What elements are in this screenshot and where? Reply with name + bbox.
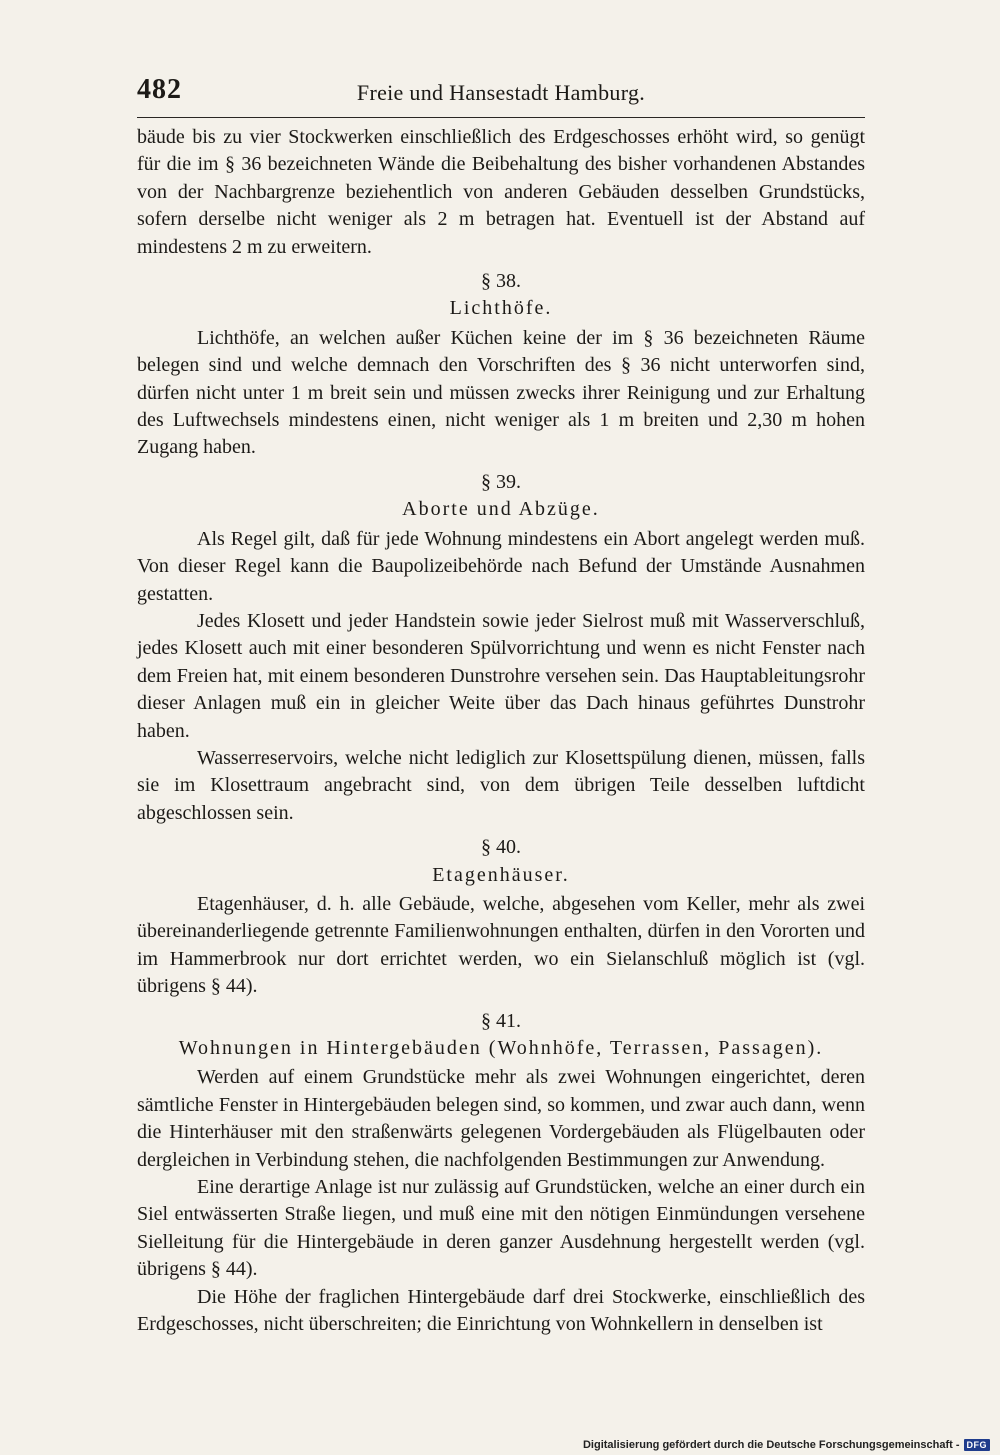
body-text [137,124,865,1338]
paragraph-continued: bäude bis zu vier Stockwerken einschließlich des Erdgeschosses erhöht wird, so genügt für die im § 36 bezeichneten Wände die Beibehaltung des bisher vorhandenen Abstandes von der Nachbargrenze beziehentlich von anderen Gebäuden desselben Grundstücks, sofern derselbe nicht weniger als 2 m betragen hat. Eventuell ist der Abstand auf mindestens 2 m zu erweitern. [137,126,865,258]
section-title-39: Aborte und Abzüge. [402,498,600,521]
paragraph-41-3: Die Höhe der fraglichen Hintergebäude darf drei Stockwerke, einschließlich des Erdgeschosses, nicht überschreiten; die Einrichtung von Wohnkellern in denselben ist [137,1285,865,1336]
section-number-40: § 40. [481,836,521,859]
section-number-41: § 41. [481,1009,521,1032]
header-rule [137,117,865,118]
paragraph-39-1: Als Regel gilt, daß für jede Wohnung mindestens ein Abort angelegt werden muß. Von dieser Regel kann die Baupolizeibehörde nach Befund der Umstände Ausnahmen gestatten. [137,527,865,605]
paragraph-39-2: Jedes Klosett und jeder Handstein sowie jeder Sielrost muß mit Wasserverschluß, jedes Klosett auch mit einer besonderen Spülvorrichtung und wenn es nicht Fenster nach dem Freien hat, mit einem besonderen Dunstrohre versehen sein. Das Hauptableitungsrohr dieser Anlagen muß ein in gleicher Weite über das Dach hinaus geführtes Dunstrohr haben. [137,609,865,742]
paragraph-38-1: Lichthöfe, an welchen außer Küchen keine der im § 36 bezeichneten Räume belegen sind und welche demnach den Vorschriften des § 36 nicht unterworfen sind, dürfen nicht unter 1 m breit sein und müssen zwecks ihrer Reinigung und zur Erhaltung des Luftwechsels mindestens einen, nicht weniger als 1 m breiten und 2,30 m hohen Zugang haben. [137,326,865,459]
paragraph-39-3: Wasserreservoirs, welche nicht lediglich zur Klosettspülung dienen, müssen, falls sie im Klosettraum angebracht sind, von dem übrigen Teile desselben luftdicht abgeschlossen sein. [137,746,865,824]
running-head: Freie und Hansestadt Hamburg. [356,80,646,105]
section-title-38: Lichthöfe. [449,297,553,320]
footer-credit-text: Digitalisierung gefördert durch die Deutsche Forschungsgemeinschaft - [582,1439,960,1451]
section-title-41: Wohnungen in Hintergebäuden (Wohnhöfe, Terrassen, Passagen). [178,1037,824,1059]
dfg-logo-icon: DFG [964,1439,991,1451]
digitization-footer [583,1439,990,1451]
paragraph-41-2: Eine derartige Anlage ist nur zulässig auf Grundstücken, welche an einer durch ein Siel entwässerten Straße liegen, und muß eine mit den nötigen Einmündungen versehene Sielleitung für die Hintergebäude in deren ganzer Ausdehnung hergestellt werden (vgl. übrigens § 44). [137,1176,865,1281]
paragraph-41-1: Werden auf einem Grundstücke mehr als zwei Wohnungen eingerichtet, deren sämtliche Fenster in Hintergebäuden belegen sind, so kommen, und zwar auch dann, wenn die Hinterhäuser mit den straßenwärts gelegenen Vordergebäuden als Flügelbauten oder dergleichen in Verbindung stehen, die nachfolgenden Bestimmungen zur Anwendung. [137,1066,865,1171]
page-header [137,72,865,112]
paragraph-40-1: Etagenhäuser, d. h. alle Gebäude, welche, abgesehen vom Keller, mehr als zwei übereinanderliegende getrennte Familienwohnungen enthalten, dürfen in den Vororten und im Hammerbrook nur dort errichtet werden, wo ein Sielanschluß möglich ist (vgl. übrigens § 44). [137,892,865,998]
section-number-38: § 38. [481,270,521,293]
section-title-40: Etagenhäuser. [432,863,570,886]
page-number: 482 [137,74,182,105]
section-number-39: § 39. [481,470,521,493]
